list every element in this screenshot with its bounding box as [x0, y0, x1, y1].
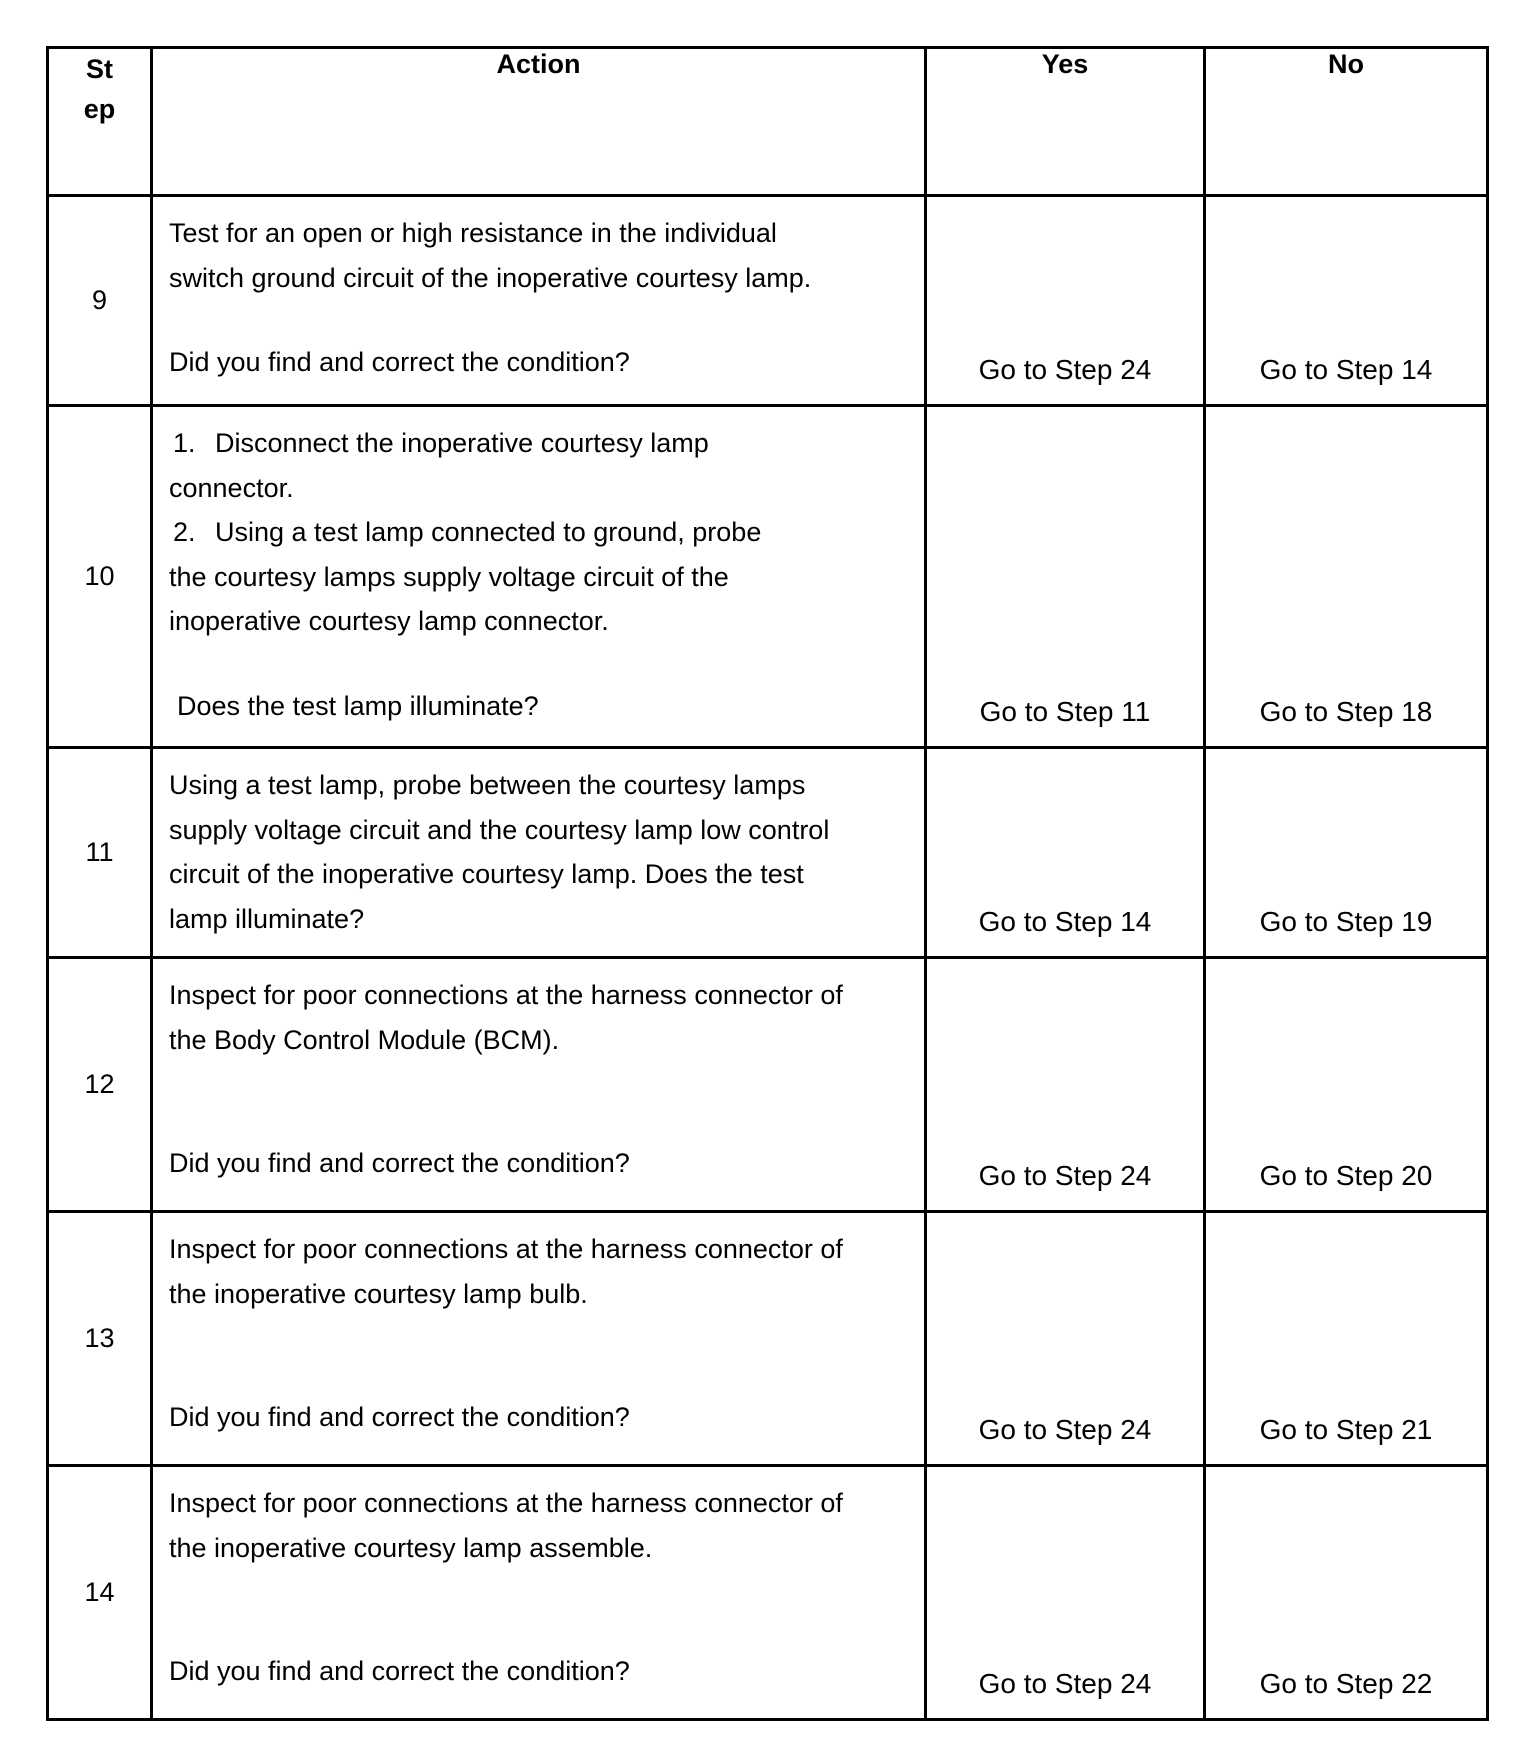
yes-result: Go to Step 14: [926, 748, 1205, 958]
list-number: 2.: [173, 517, 196, 547]
action-text: Inspect for poor connections at the harness connector of the inoperative courtesy lamp bulb.: [169, 1234, 843, 1309]
list-number: 1.: [173, 428, 196, 458]
table-row: [48, 196, 1488, 406]
no-result: Go to Step 18: [1205, 406, 1488, 748]
action-cell: [152, 406, 926, 748]
list-text-continued: the courtesy lamps supply voltage circuit of the: [169, 561, 729, 592]
action-cell: [152, 1212, 926, 1466]
action-question: Does the test lamp illuminate?: [177, 690, 539, 721]
action-question: Did you find and correct the condition?: [169, 1148, 630, 1178]
action-cell: [152, 748, 926, 958]
header-step-line1: St: [86, 54, 113, 84]
list-text-continued: connector.: [169, 472, 294, 503]
header-action: Action: [152, 48, 926, 196]
yes-result: Go to Step 24: [926, 1466, 1205, 1720]
list-text: Disconnect the inoperative courtesy lamp: [215, 428, 709, 458]
list-text: Using a test lamp connected to ground, probe: [215, 517, 762, 547]
no-result: Go to Step 14: [1205, 196, 1488, 406]
action-cell: [152, 196, 926, 406]
action-list-item: [169, 510, 908, 555]
action-text: Inspect for poor connections at the harness connector of the inoperative courtesy lamp assemble.: [169, 1488, 843, 1563]
table-row: [48, 1212, 1488, 1466]
step-number: 13: [48, 1212, 152, 1466]
yes-result: Go to Step 24: [926, 196, 1205, 406]
step-number: 10: [48, 406, 152, 748]
action-list-item: [169, 421, 908, 466]
action-text: Using a test lamp, probe between the courtesy lamps supply voltage circuit and the courtesy lamp low control circuit of the inoperative courtesy lamp. Does the test lamp illuminate?: [169, 770, 830, 934]
header-yes: Yes: [926, 48, 1205, 196]
table-row: [48, 406, 1488, 748]
list-text-continued: inoperative courtesy lamp connector.: [169, 606, 609, 636]
diagnostic-table: [46, 46, 1489, 1721]
table-row: [48, 1466, 1488, 1720]
yes-result: Go to Step 24: [926, 958, 1205, 1212]
step-number: 14: [48, 1466, 152, 1720]
yes-result: Go to Step 24: [926, 1212, 1205, 1466]
action-text: Test for an open or high resistance in the individual switch ground circuit of the inoperative courtesy lamp.: [169, 218, 812, 293]
no-result: Go to Step 22: [1205, 1466, 1488, 1720]
step-number: 9: [48, 196, 152, 406]
action-question: Did you find and correct the condition?: [169, 1402, 630, 1432]
yes-result: Go to Step 11: [926, 406, 1205, 748]
action-question: Did you find and correct the condition?: [169, 1656, 630, 1686]
action-cell: [152, 1466, 926, 1720]
no-result: Go to Step 19: [1205, 748, 1488, 958]
no-result: Go to Step 20: [1205, 958, 1488, 1212]
action-text: Inspect for poor connections at the harness connector of the Body Control Module (BCM).: [169, 980, 843, 1055]
step-number: 12: [48, 958, 152, 1212]
table-row: [48, 748, 1488, 958]
table-row: [48, 958, 1488, 1212]
header-step-line2: ep: [83, 94, 116, 124]
no-result: Go to Step 21: [1205, 1212, 1488, 1466]
header-step: [48, 48, 152, 196]
header-row: [48, 48, 1488, 196]
action-question: Did you find and correct the condition?: [169, 347, 630, 377]
header-no: No: [1205, 48, 1488, 196]
step-number: 11: [48, 748, 152, 958]
action-cell: [152, 958, 926, 1212]
